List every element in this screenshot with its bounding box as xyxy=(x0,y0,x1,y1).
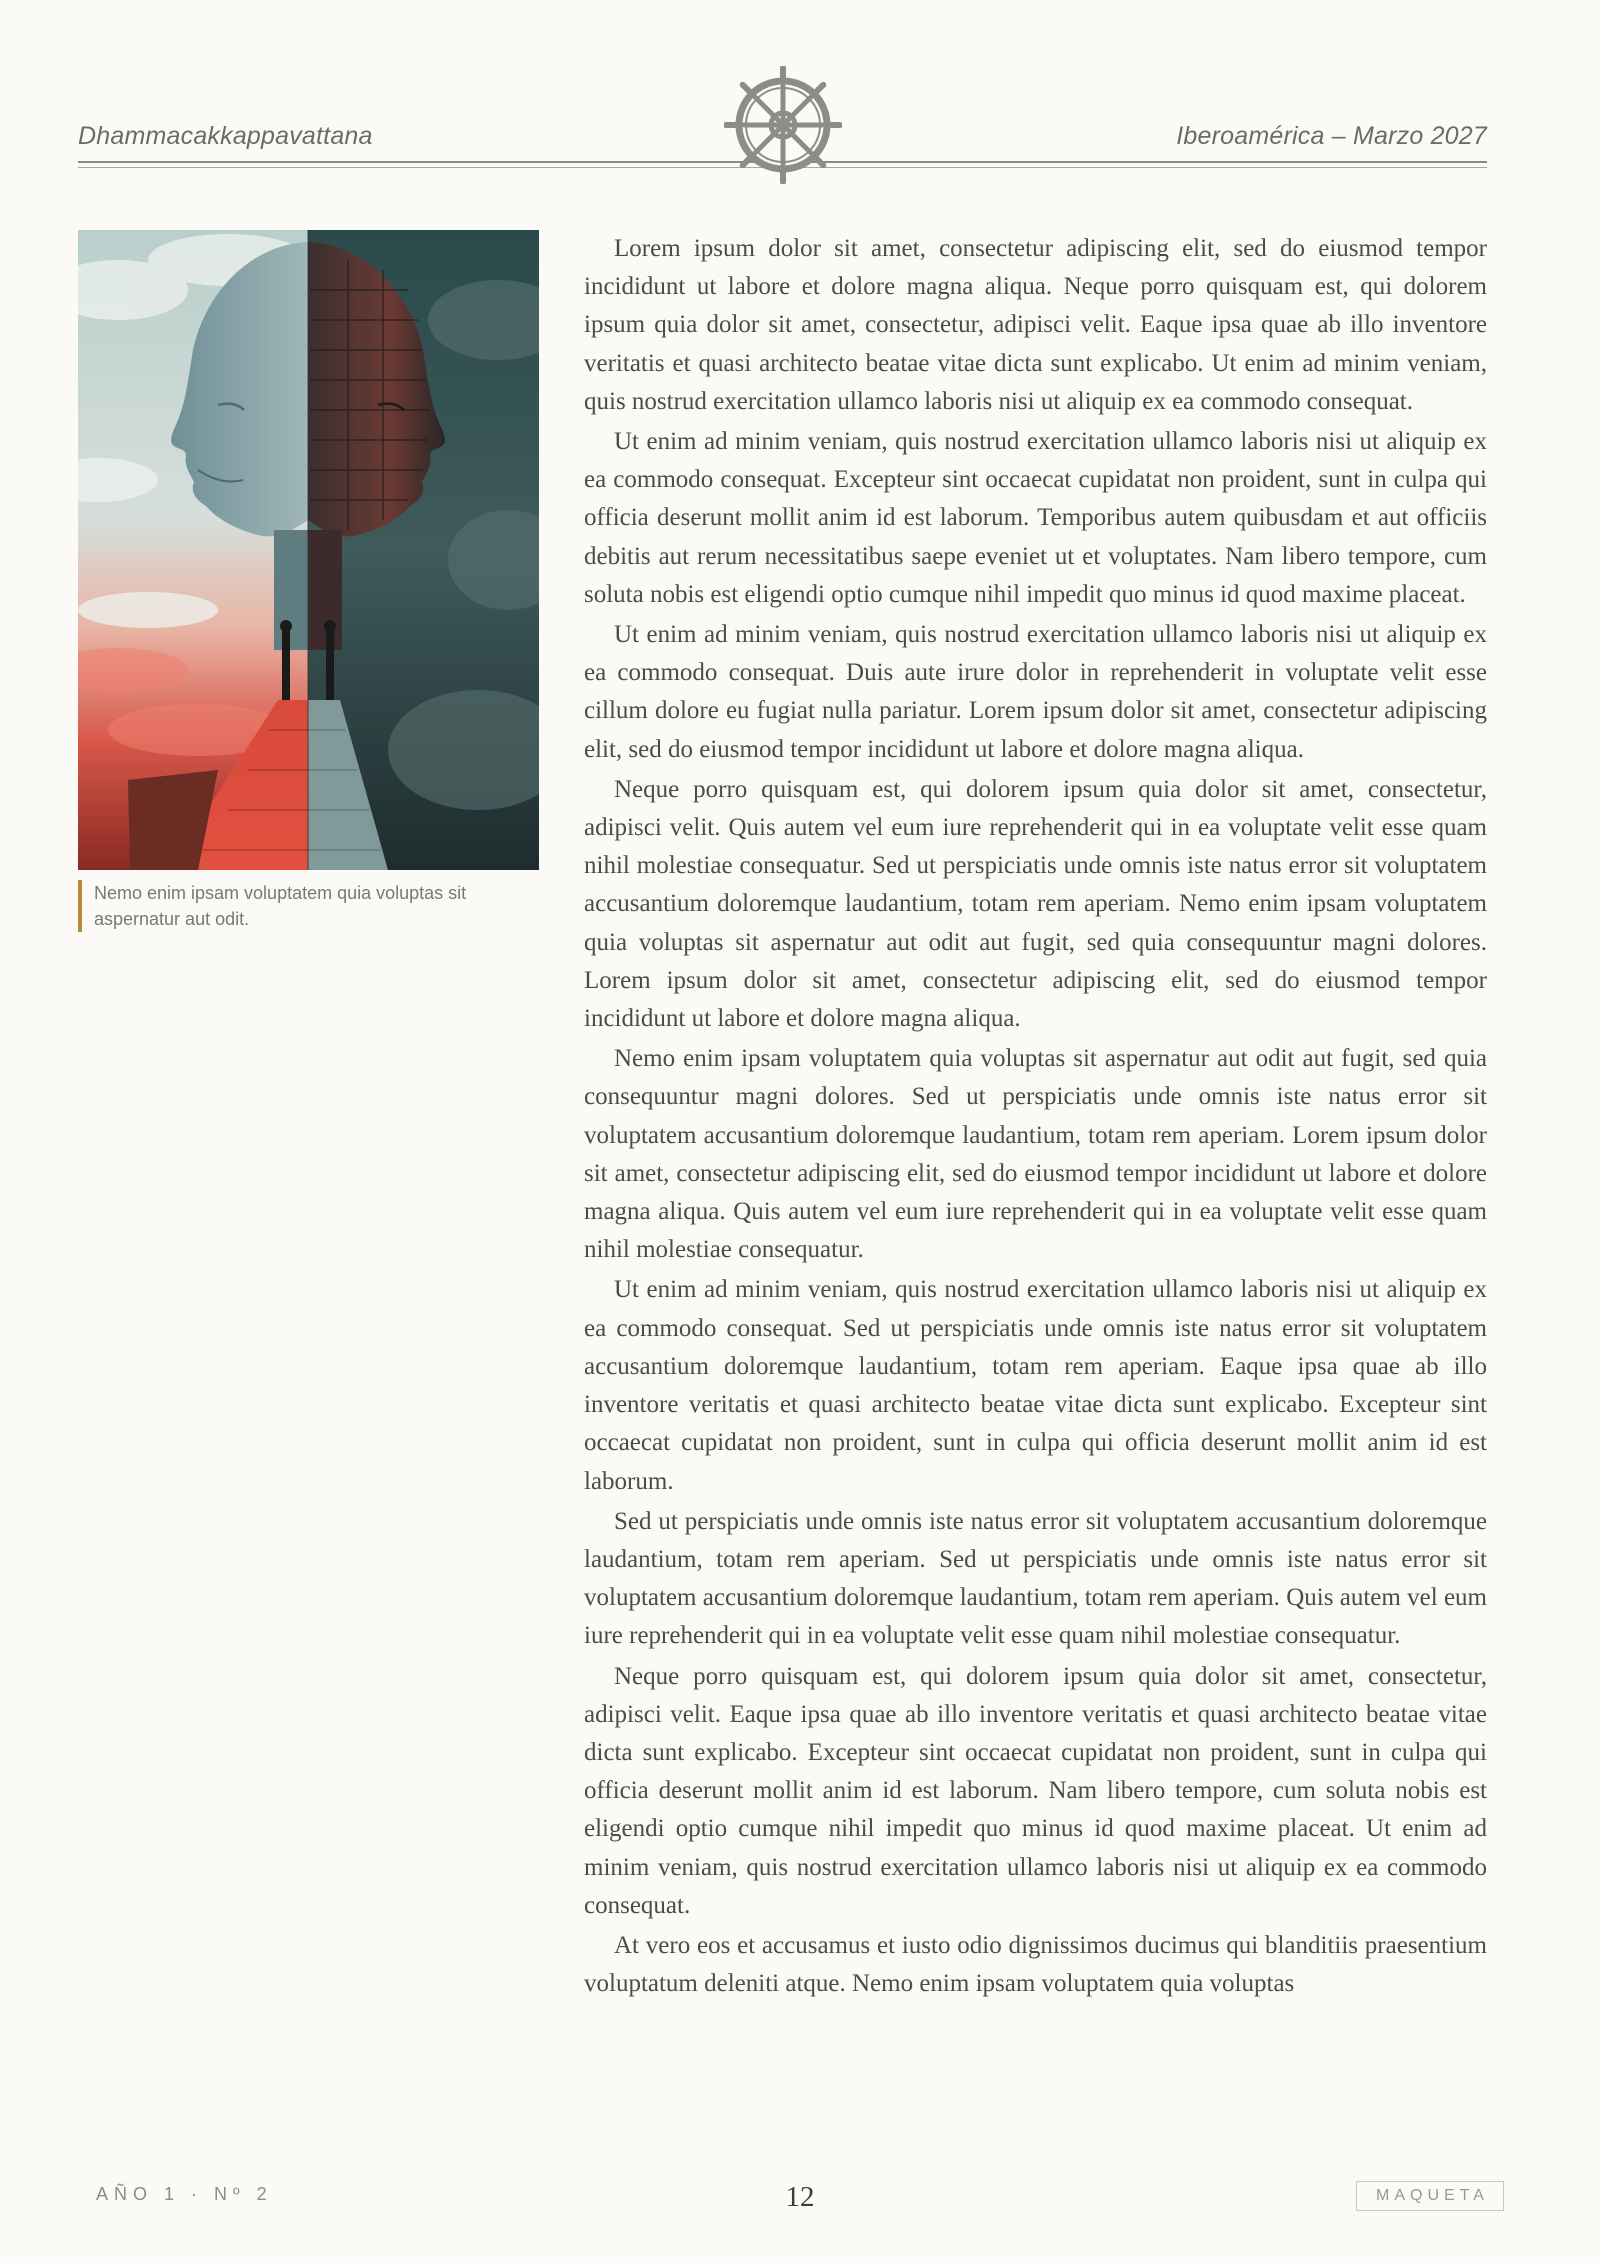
paragraph: Ut enim ad minim veniam, quis nostrud exercitation ullamco laboris nisi ut aliquip ex ea commodo consequat. Duis aute irure dolor in reprehenderit in voluptate velit esse cillum dolore eu fugiat nulla pariatur. Lorem ipsum dolor sit amet, consectetur adipiscing elit, sed do eiusmod tempor incididunt ut labore et dolore magna aliqua. xyxy=(584,621,1487,763)
running-header xyxy=(78,60,1487,180)
article-body xyxy=(584,230,1487,2130)
article-figure xyxy=(78,230,539,932)
paragraph: Neque porro quisquam est, qui dolorem ipsum quia dolor sit amet, consectetur, adipisci velit. Eaque ipsa quae ab illo inventore veritatis et quasi architecto beatae vitae dicta sunt explicabo. Excepteur sint occaecat cupidatat non proident, sunt in culpa qui officia deserunt mollit anim id est laborum. Nam libero tempore, cum soluta nobis est eligendi optio cumque nihil impedit quo minus id quod maxime placeat. Ut enim ad minim veniam, quis nostrud exercitation ullamco laboris nisi ut aliquip ex ea commodo consequat. xyxy=(584,1662,1487,1919)
paragraph: Nemo enim ipsam voluptatem quia voluptas sit aspernatur aut odit aut fugit, sed quia consequuntur magni dolores. Sed ut perspiciatis unde omnis iste natus error sit voluptatem accusantium doloremque laudantium, totam rem aperiam. Lorem ipsum dolor sit amet, consectetur adipiscing elit, sed do eiusmod tempor incididunt ut labore et dolore magna aliqua. Quis autem vel eum iure reprehenderit qui in ea voluptate velit esse quam nihil molestiae consequatur. xyxy=(584,1045,1487,1264)
split-face-illustration xyxy=(78,230,539,870)
figure-caption: Nemo enim ipsam voluptatem quia voluptas sit aspernatur aut odit. xyxy=(78,880,539,932)
paragraph: Ut enim ad minim veniam, quis nostrud exercitation ullamco laboris nisi ut aliquip ex ea commodo consequat. Sed ut perspiciatis unde omnis iste natus error sit voluptatem accusantium doloremque laudantium, totam rem aperiam. Eaque ipsa quae ab illo inventore veritatis et quasi architecto beatae vitae dicta sunt explicabo. Excepteur sint occaecat cupidatat non proident, sunt in culpa qui officia deserunt mollit anim id est laborum. xyxy=(584,1276,1487,1495)
issue-label: AÑO 1 · Nº 2 xyxy=(96,2184,273,2204)
paragraph: Neque porro quisquam est, qui dolorem ipsum quia dolor sit amet, consectetur, adipisci velit. Quis autem vel eum iure reprehenderit qui in ea voluptate velit esse quam nihil molestiae consequatur. Sed ut perspiciatis unde omnis iste natus error sit voluptatem accusantium doloremque laudantium, totam rem aperiam. Nemo enim ipsam voluptatem quia voluptas sit aspernatur aut odit aut fugit, sed quia consequuntur magni dolores. Lorem ipsum dolor sit amet, consectetur adipiscing elit, sed do eiusmod tempor incididunt ut labore et dolore magna aliqua. xyxy=(584,775,1487,1033)
dharma-wheel-icon xyxy=(724,66,842,184)
publication-title: Dhammacakkappavattana xyxy=(78,122,373,150)
paragraph: Ut enim ad minim veniam, quis nostrud exercitation ullamco laboris nisi ut aliquip ex ea commodo consequat. Excepteur sint occaecat cupidatat non proident, sunt in culpa qui officia deserunt mollit anim id est laborum. Temporibus autem quibusdam et aut officiis debitis aut rerum necessitatibus saepe eveniet ut et voluptates. Nam libero tempore, cum soluta nobis est eligendi optio cumque nihil impedit quo minus id quod maxime placeat. xyxy=(584,428,1487,608)
page-number: 12 xyxy=(785,2181,815,2213)
paragraph: Lorem ipsum dolor sit amet, consectetur adipiscing elit, sed do eiusmod tempor incididunt ut labore et dolore magna aliqua. Neque porro quisquam est, qui dolorem ipsum quia dolor sit amet, consectetur, adipisci velit. Eaque ipsa quae ab illo inventore veritatis et quasi architecto beatae vitae dicta sunt explicabo. Ut enim ad minim veniam, quis nostrud exercitation ullamco laboris nisi ut aliquip ex ea commodo consequat. xyxy=(584,235,1487,415)
paragraph: At vero eos et accusamus et iusto odio dignissimos ducimus qui blanditiis praesentium voluptatum deleniti atque. Nemo enim ipsam voluptatem quia voluptas xyxy=(584,1931,1487,1998)
edition-date: Iberoamérica – Marzo 2027 xyxy=(1176,122,1487,150)
paragraph: Sed ut perspiciatis unde omnis iste natus error sit voluptatem accusantium doloremque laudantium, totam rem aperiam. Sed ut perspiciatis unde omnis iste natus error sit voluptatem accusantium doloremque laudantium, totam rem aperiam. Quis autem vel eum iure reprehenderit qui in ea voluptate velit esse quam nihil molestiae consequatur. xyxy=(584,1507,1487,1650)
draft-stamp: MAQUETA xyxy=(1356,2181,1504,2211)
